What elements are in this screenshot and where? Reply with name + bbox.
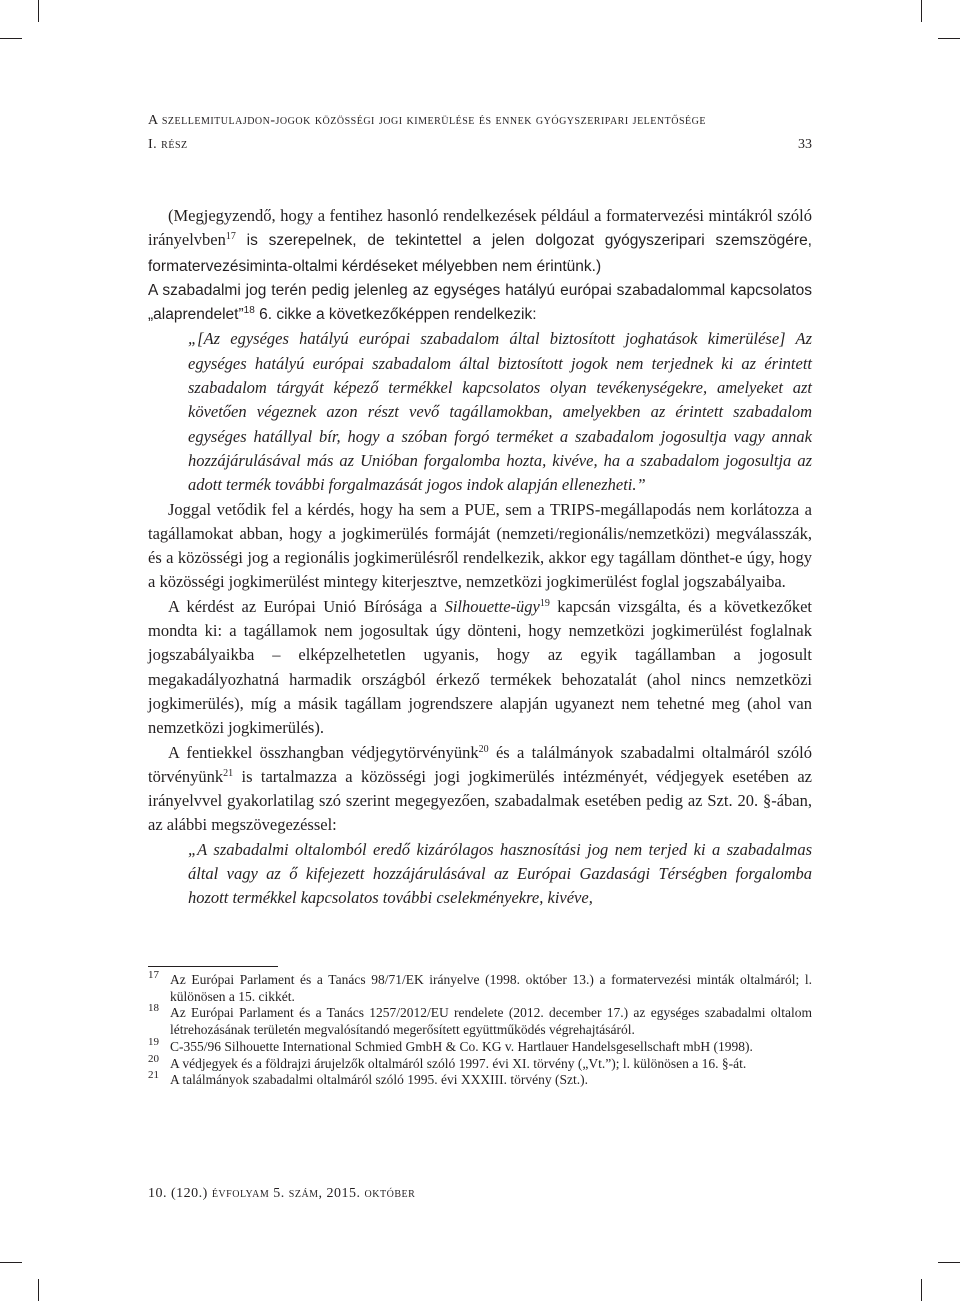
p5-text-cont: és a találmányok szabadalmi oltalmáról szóló törvényünk <box>148 742 812 786</box>
p1-text: (Megjegyzendő, hogy a fentihez hasonló rendelkezések például a formatervezési mintákról szóló irányelvben <box>148 206 812 250</box>
crop-mark-top-right-horizontal <box>938 38 960 39</box>
running-header-title: A szellemitulajdon-jogok közösségi jogi kimerülése és ennek gyógyszeripari jelentősége <box>148 113 706 128</box>
crop-mark-bottom-right-vertical <box>921 1279 922 1301</box>
paragraph-silhouette <box>148 595 812 741</box>
footnote-number: 18 <box>148 1002 159 1015</box>
crop-mark-bottom-right-horizontal <box>938 1262 960 1263</box>
footnote-text: Az Európai Parlament és a Tanács 1257/2012/EU rendelete (2012. december 17.) az egységes szabadalmi oltalom létrehozásának területén megvalósítandó megerősített együttműködés végrehajtásáról. <box>170 1005 812 1038</box>
footnote-text: C-355/96 Silhouette International Schmied GmbH & Co. KG v. Hartlauer Handelsgesellschaft mbH (1998). <box>170 1038 753 1054</box>
running-header-part-row <box>148 136 812 154</box>
paragraph-note <box>148 204 812 279</box>
crop-mark-top-right-vertical <box>921 0 922 22</box>
footnote-ref-21: 21 <box>223 767 234 779</box>
footnote-21 <box>148 1069 812 1089</box>
footnote-number: 21 <box>148 1069 159 1082</box>
p1-text-cont: is szerepelnek, de tekintettel a jelen dolgozat gyógyszeripari szemszögére, formatervezésiminta-oltalmi kérdéseket mélyebben nem érintünk.) <box>148 232 812 275</box>
footnote-ref-19: 19 <box>539 597 550 609</box>
footnote-19 <box>148 1035 812 1056</box>
footnote-number: 19 <box>148 1035 159 1048</box>
footnote-number: 20 <box>148 1052 159 1065</box>
crop-mark-top-left-vertical <box>38 0 39 22</box>
footnote-18 <box>148 1002 812 1038</box>
paragraph-question: Joggal vetődik fel a kérdés, hogy ha sem a PUE, sem a TRIPS-megállapodás nem korlátozza a tagállamokat abban, hogy a jogkimerülés formáját (nemzeti/regionális/nemzetközi) megválasszák, és a közösségi jog a regionális jogkimerülésről rendelkezik, akkor egy tagállam dönthet-e úgy, hogy a közösségi jogkimerülést mintegy kiterjesztve, nemzetközi jogkimerülést foglal jogszabályaiba. <box>148 499 812 592</box>
p4-text: A kérdést az Európai Unió Bírósága a <box>168 596 445 616</box>
paragraph-national-law <box>148 741 812 838</box>
footnote-20 <box>148 1052 812 1073</box>
footnotes <box>148 969 812 1089</box>
page-number: 33 <box>798 137 812 152</box>
footnote-ref-20: 20 <box>478 743 489 755</box>
paragraph-patent-intro <box>148 279 812 328</box>
silhouette-case-name: Silhouette-ügy <box>444 596 540 616</box>
footnote-text: Az Európai Parlament és a Tanács 98/71/EK irányelve (1998. október 13.) a formatervezési minták oltalmáról; l. különösen a 15. cikkét. <box>170 972 812 1004</box>
footnote-17 <box>148 969 812 1005</box>
p5-text-end: is tartalmazza a közösségi jogi jogkimerülés intézményét, védjegyek esetében az irányelvvel gyakorlatilag szó szerint megegyezően, szabadalmak esetében pedig az Szt. 20. §-ában, az alábbi megszövegezéssel: <box>148 766 812 835</box>
p4-text-cont: kapcsán vizsgálta, és a következőket mondta ki: a tagállamok nem jogosultak úgy dönteni, hogy nemzetközi jogkimerülést foglalnak jogszabályaikba – elképzelhetetlen ugyanis, hogy az egyik tagállamban a jogosult megakadályozhatná harmadik országból érkező termékek behozatalát (ahol nincs nemzetközi jogkimerülés), míg a másik tagállam jogrendszere alapján ugyanezt nem tehetné meg (ahol van nemzetközi jogkimerülés). <box>148 596 812 738</box>
p5-text: A fentiekkel összhangban védjegytörvényünk <box>168 742 479 762</box>
crop-mark-top-left-horizontal <box>0 38 22 39</box>
footnote-text: A védjegyek és a földrajzi árujelzők oltalmáról szóló 1997. évi XI. törvény („Vt.”); l. különösen a 16. §-át. <box>170 1055 747 1071</box>
footnote-ref-17: 17 <box>225 231 236 243</box>
p2-text: A szabadalmi jog terén pedig jelenleg az egységes hatályú európai szabadalommal kapcsolatos „alaprendelet” <box>148 281 812 324</box>
footnote-text: A találmányok szabadalmi oltalmáról szóló 1995. évi XXXIII. törvény (Szt.). <box>170 1072 589 1088</box>
quote-regulation: „[Az egységes hatályú európai szabadalom által biztosított joghatások kimerülése] Az egységes hatályú európai szabadalom által biztosított jogok nem terjednek ki az érintett szabadalom tárgyát képező termékkel kapcsolatos olyan tevékenységekre, amelyeket azt követően végeznek azon részt vevő tagállamokban, amelyekben az érintett szabadalom egységes hatállyal bír, hogy a szóban forgó terméket a szabadalom jogosultja vagy annak hozzájárulásával más az Unióban forgalomba hozta, kivéve, ha a szabadalom jogosultja az adott termék további forgalmazását jogos indok alapján ellenezheti.” <box>188 329 812 495</box>
p2-text-cont: 6. cikke a következőképpen rendelkezik: <box>254 306 537 324</box>
crop-mark-bottom-left-horizontal <box>0 1262 22 1263</box>
quote-szt: „A szabadalmi oltalomból eredő kizárólagos hasznosítási jog nem terjed ki a szabadalmas által vagy az ő kifejezett hozzájárulásával az Európai Gazdasági Térségben forgalomba hozott termékkel kapcsolatos további cselekményekre, kivéve, <box>188 839 812 908</box>
footnote-separator <box>148 966 278 967</box>
footnote-ref-18: 18 <box>243 305 255 317</box>
main-text <box>148 204 812 911</box>
journal-footer: 10. (120.) évfolyam 5. szám, 2015. október <box>148 1186 416 1201</box>
crop-mark-bottom-left-vertical <box>38 1279 39 1301</box>
footnote-number: 17 <box>148 969 159 981</box>
running-header-part: I. rész <box>148 137 188 152</box>
